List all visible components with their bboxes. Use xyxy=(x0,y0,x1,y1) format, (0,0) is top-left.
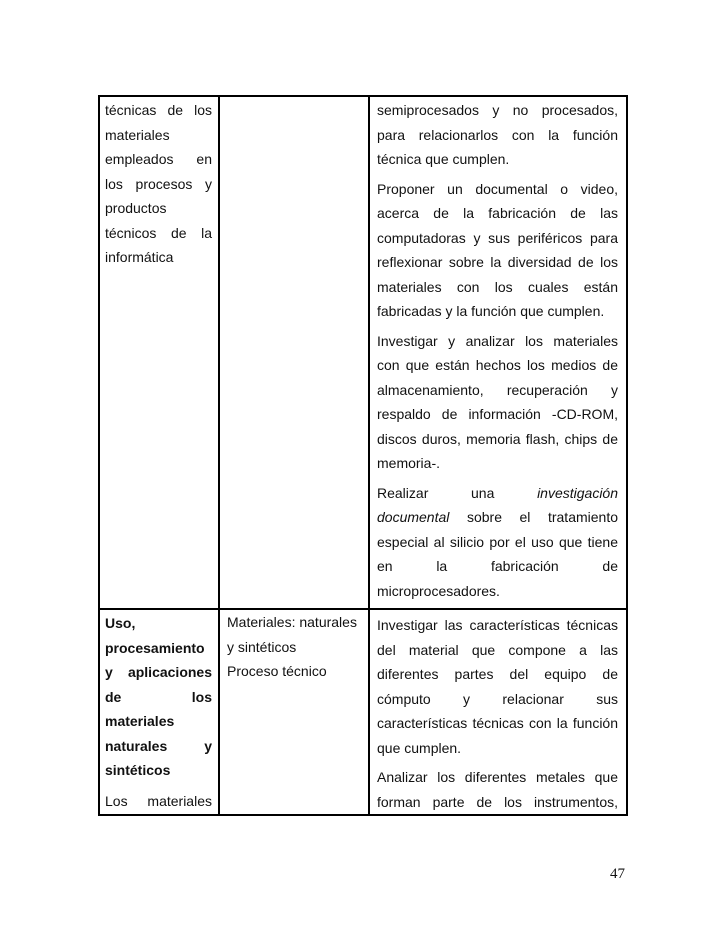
text-line: computadoras y sus periféricos para xyxy=(377,229,618,246)
cell-text xyxy=(370,610,626,814)
text-line: informática xyxy=(105,249,174,265)
text-line: técnica que cumplen. xyxy=(377,151,510,167)
table-row xyxy=(99,609,627,815)
text-line: Proponer un documental o video, xyxy=(377,180,618,197)
text-line: en la fabricación de xyxy=(377,558,618,574)
table-cell-activities xyxy=(369,609,627,815)
text-span: documental xyxy=(377,509,450,525)
text-line: procesamiento xyxy=(105,639,205,656)
paragraph xyxy=(377,329,618,476)
text-line: discos duros, memoria flash, chips de xyxy=(377,430,618,447)
curriculum-table xyxy=(98,95,628,816)
text-span: Realizar una xyxy=(377,484,495,501)
text-line: fabricadas y la función que cumplen. xyxy=(377,303,605,319)
table-cell-topic xyxy=(99,96,219,609)
text-line: materiales con los cuales están xyxy=(377,278,618,295)
paragraph xyxy=(377,98,618,172)
paragraph xyxy=(377,613,618,760)
text-line: semiprocesados y no procesados, xyxy=(377,102,618,118)
text-line: acerca de la fabricación de las xyxy=(377,205,618,221)
text-line: Investigar y analizar los materiales xyxy=(377,332,618,349)
text-line: naturales y xyxy=(105,737,212,754)
text-line: diferentes partes del equipo de xyxy=(377,666,618,682)
table-cell-topic xyxy=(99,609,219,815)
text-line: materiales xyxy=(105,126,170,143)
text-line: productos xyxy=(105,200,167,216)
text-line: sintéticos xyxy=(105,762,171,778)
text-line: técnicas de los xyxy=(105,102,212,118)
page-number: 47 xyxy=(610,866,625,882)
paragraph xyxy=(377,765,618,814)
paragraph xyxy=(377,481,618,604)
text-line: Investigar las características técnicas xyxy=(377,617,618,633)
text-line: especial al silicio por el uso que tiene xyxy=(377,533,618,550)
text-line xyxy=(377,505,618,530)
table-cell-content xyxy=(219,96,369,609)
text-line: de los xyxy=(105,688,212,705)
text-line: del material que compone a las xyxy=(377,641,618,658)
text-line: Los materiales xyxy=(105,792,212,809)
text-line: con que están hechos los medios de xyxy=(377,357,618,373)
cell-text xyxy=(100,97,218,270)
table-cell-content xyxy=(219,609,369,815)
text-span: investigación xyxy=(537,484,618,501)
text-line: reflexionar sobre la diversidad de los xyxy=(377,254,618,270)
text-line: y sintéticos xyxy=(227,638,297,655)
text-line: cómputo y relacionar sus xyxy=(377,690,618,707)
text-line xyxy=(377,481,618,506)
text-line: Proceso técnico xyxy=(227,663,327,679)
text-line: almacenamiento, recuperación y xyxy=(377,381,618,398)
cell-text xyxy=(370,97,626,603)
text-line: forman parte de los instrumentos, xyxy=(377,793,618,810)
text-line: Analizar los diferentes metales que xyxy=(377,769,618,785)
text-line: respaldo de información -CD-ROM, xyxy=(377,406,618,422)
table-cell-activities xyxy=(369,96,627,609)
cell-text xyxy=(100,610,218,813)
text-line: para relacionarlos con la función xyxy=(377,126,618,143)
text-line: memoria-. xyxy=(377,455,441,471)
text-line: microprocesadores. xyxy=(377,582,500,599)
text-line: técnicos de la xyxy=(105,224,212,241)
text-span: sobre el tratamiento xyxy=(466,509,619,525)
text-line: Materiales: naturales xyxy=(227,614,357,630)
text-line: que cumplen. xyxy=(377,739,462,756)
text-line: características técnicas con la función xyxy=(377,715,618,731)
table-row xyxy=(99,96,627,609)
paragraph xyxy=(377,177,618,324)
cell-text xyxy=(220,610,368,684)
text-line: Uso, xyxy=(105,615,136,631)
text-line: y aplicaciones xyxy=(105,664,212,680)
text-line: materiales xyxy=(105,713,175,729)
text-line: los procesos y xyxy=(105,175,212,192)
text-line: empleados en xyxy=(105,151,212,167)
